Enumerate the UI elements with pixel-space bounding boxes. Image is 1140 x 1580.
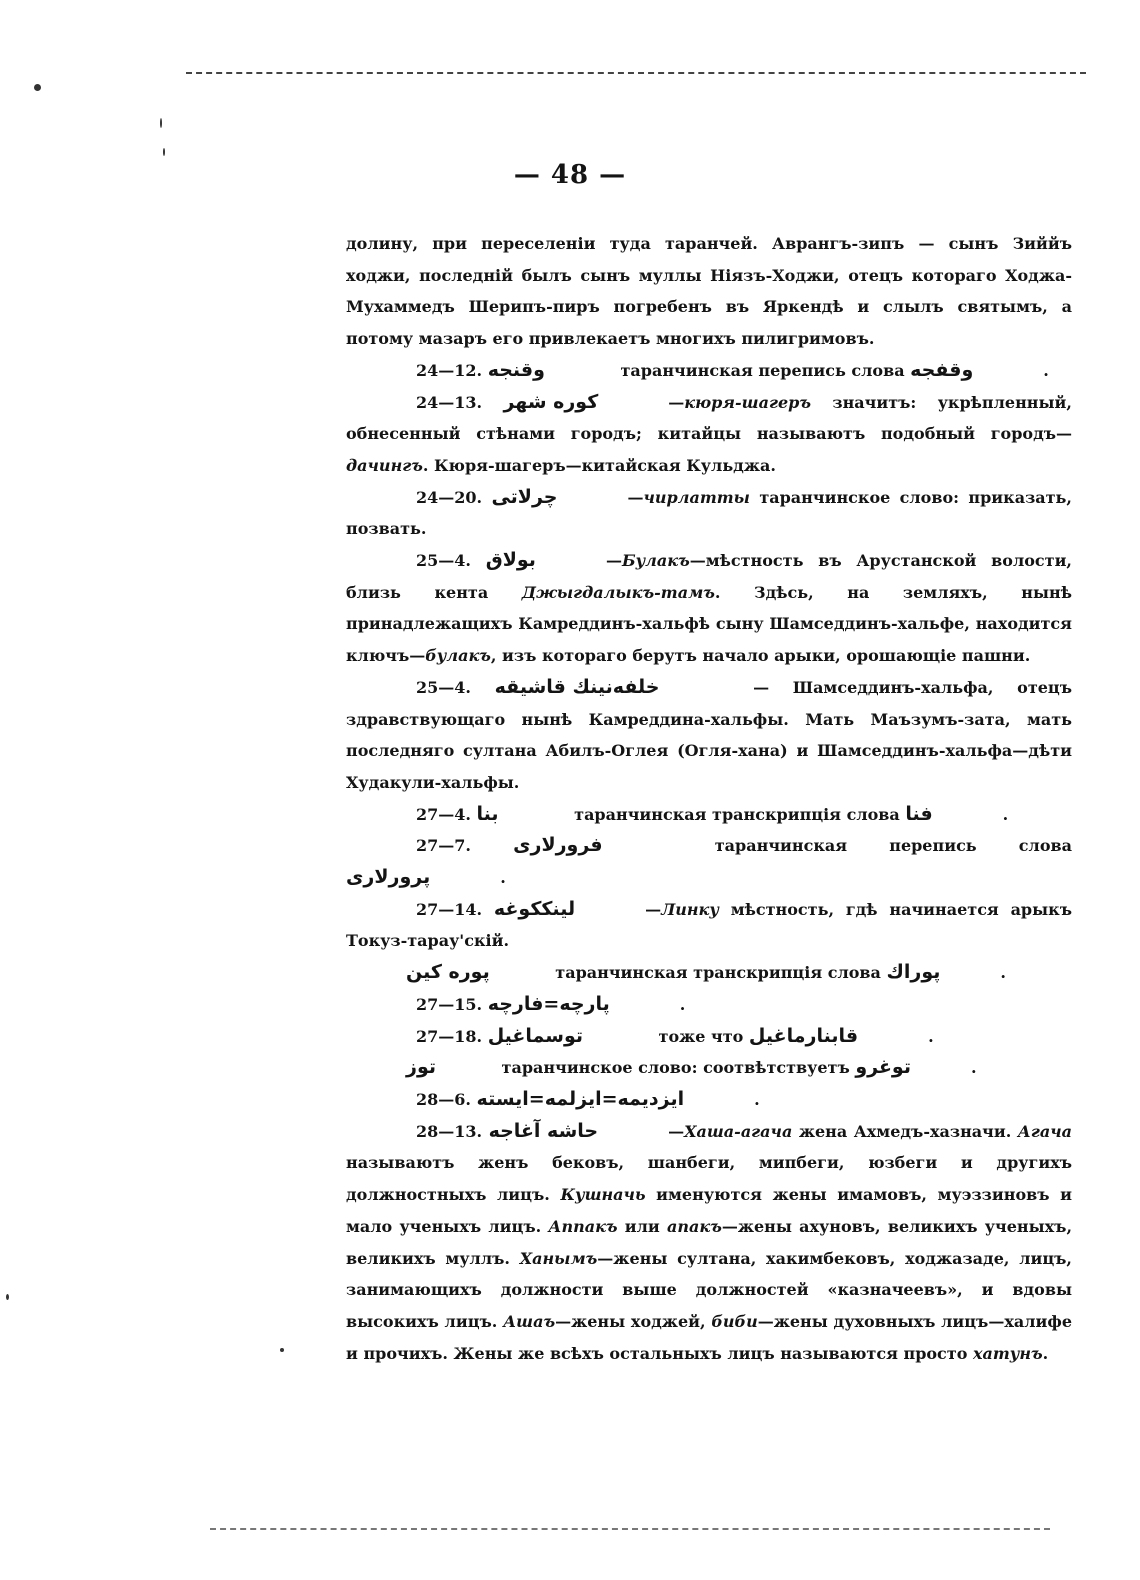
note-text: таранчинская перепись слова bbox=[672, 836, 1072, 856]
note-27-14 bbox=[346, 894, 1072, 957]
note-text: —жены ахуновъ, великихъ ученыхъ, великихъ муллъ. bbox=[346, 1216, 1073, 1268]
italic-term: биби bbox=[711, 1311, 758, 1331]
note-text: —жены султана, хакимбековъ, ходжазаде, лицъ, занимающихъ должности выше должностей «казначеевъ», и вдовы высокихъ лицъ. bbox=[346, 1248, 1073, 1331]
arabic-term: چرلاتى bbox=[491, 485, 558, 508]
italic-term: булакъ bbox=[425, 646, 491, 666]
italic-term: Ханымъ bbox=[519, 1248, 598, 1268]
italic-term: Хаша-агача bbox=[684, 1121, 793, 1141]
note-27-4 bbox=[346, 799, 1072, 831]
arabic-term: حاشه آغاجه bbox=[488, 1119, 599, 1142]
arabic-term: بولاق bbox=[485, 549, 536, 572]
note-25-4-a bbox=[346, 545, 1072, 672]
note-ref: 27—7. bbox=[416, 836, 471, 856]
note-ref: 28—6. bbox=[416, 1089, 471, 1109]
note-text: —жены духовныхъ лицъ—халифе и прочихъ. Жены же всѣхъ остальныхъ лицъ называются просто bbox=[346, 1311, 1072, 1363]
note-24-20 bbox=[346, 482, 1072, 545]
italic-term: Булакъ bbox=[621, 551, 690, 571]
note-text: именуются жены имамовъ, муэззиновъ и мало ученыхъ лицъ. bbox=[346, 1185, 1073, 1236]
note-ref: 25—4. bbox=[416, 551, 471, 571]
italic-term: Линку bbox=[661, 899, 719, 919]
italic-term: апакъ bbox=[667, 1216, 722, 1236]
arabic-term: قابنارماغیل bbox=[748, 1024, 859, 1047]
arabic-term: توغرو bbox=[855, 1056, 911, 1079]
note-ref: 27—15. bbox=[416, 994, 483, 1014]
italic-term: Кушначь bbox=[560, 1185, 646, 1205]
bottom-rule bbox=[210, 1528, 1050, 1530]
arabic-term: لینککوغه bbox=[493, 897, 576, 920]
note-punct: . bbox=[500, 868, 506, 888]
note-punct: . bbox=[1000, 963, 1006, 983]
scan-speck bbox=[160, 118, 162, 128]
note-punct: . bbox=[970, 1058, 977, 1078]
note-27-7 bbox=[346, 830, 1072, 893]
note-text: — bbox=[668, 1121, 685, 1141]
note-text: , изъ котораго берутъ начало арыки, орошающіе пашни. bbox=[490, 646, 1031, 666]
note-ref: 24—20. bbox=[416, 487, 483, 507]
arabic-term: خلفه‌نینك قاشیقه bbox=[494, 675, 660, 698]
italic-term: кюря-шагеръ bbox=[684, 392, 811, 412]
note-text: или bbox=[617, 1216, 667, 1236]
note-punct: . bbox=[928, 1026, 934, 1046]
misc-line-4 bbox=[346, 1052, 1072, 1084]
note-punct: . bbox=[754, 1089, 760, 1109]
note-text: таранчинское слово: соотвѣтствуетъ bbox=[495, 1058, 856, 1078]
note-text: значитъ: укрѣпленный, обнесенный стѣнами городъ; китайцы называютъ подобный городъ— bbox=[346, 392, 1072, 444]
note-dash: — bbox=[605, 551, 622, 571]
note-dash: — bbox=[668, 392, 685, 412]
note-text: таранчинская перепись слова bbox=[614, 360, 911, 380]
note-text: тоже что bbox=[652, 1026, 749, 1046]
italic-term: дачингъ bbox=[346, 455, 423, 475]
misc-line-5 bbox=[346, 1084, 1072, 1116]
note-text: . bbox=[1042, 1343, 1049, 1363]
note-text: таранчинская транскрипція слова bbox=[549, 963, 887, 983]
arabic-term: پرورلارى bbox=[346, 866, 431, 889]
scan-speck bbox=[34, 84, 41, 91]
arabic-term: کوره شهر bbox=[503, 390, 599, 413]
arabic-term: پارچه=فارچه bbox=[487, 992, 610, 1015]
paragraph-1: долину, при переселеніи туда таранчей. Аврангъ-зипъ — сынъ Зиййъ ходжи, последній былъ сынъ муллы Ніязъ-Ходжи, отецъ котораго Ходжа-Мухаммедъ Шерипъ-пиръ погребенъ въ Яркендѣ и слылъ святымъ, а потому мазаръ его привлекаетъ многихъ пилигримовъ. bbox=[346, 234, 1072, 349]
note-text-segments bbox=[346, 1122, 1072, 1363]
note-text: мѣстность, гдѣ начинается арыкъ Токуз-тарау'скій. bbox=[346, 899, 1072, 951]
arabic-term: پوراك bbox=[886, 961, 941, 984]
note-dash: — bbox=[627, 487, 644, 507]
page-body bbox=[346, 228, 1072, 1369]
note-ref: 27—14. bbox=[416, 899, 483, 919]
italic-term: Аппакъ bbox=[548, 1216, 618, 1236]
note-text: таранчинская транскрипція слова bbox=[568, 804, 906, 824]
note-ref: 25—4. bbox=[416, 677, 471, 697]
note-ref: 28—13. bbox=[416, 1121, 483, 1141]
arabic-term: وقنجه bbox=[487, 358, 545, 381]
note-punct: . bbox=[679, 994, 686, 1014]
top-rule bbox=[186, 72, 1086, 74]
note-text: называютъ женъ бековъ, шанбеги, мипбеги, юзбеги и другихъ должностныхъ лицъ. bbox=[346, 1153, 1072, 1205]
scan-speck bbox=[163, 148, 165, 156]
note-punct: . bbox=[1043, 360, 1049, 380]
arabic-term: ایزدیمه=ایزلمه=ایسته bbox=[476, 1087, 685, 1110]
scan-speck bbox=[280, 1348, 284, 1352]
misc-line-2 bbox=[346, 989, 1072, 1021]
note-punct: . bbox=[1002, 804, 1009, 824]
note-ref: 27—4. bbox=[416, 804, 471, 824]
note-text: . Здѣсь, на земляхъ, нынѣ принадлежащихъ Камреддинъ-хальфѣ сыну Шамседдинъ-хальфе, находится ключъ— bbox=[346, 582, 1072, 666]
note-text: —мѣстность въ Арустанской волости, близь кента bbox=[346, 551, 1072, 602]
italic-term: Агача bbox=[1017, 1121, 1072, 1141]
note-text: таранчинское слово: приказать, позвать. bbox=[346, 487, 1072, 539]
note-text: — Шамседдинъ-хальфа, отецъ здравствующаго нынѣ Камреддина-хальфы. Мать Маъзумъ-зата, мать последняго султана Абилъ-Оглея (Огля-хана) и Шамседдинъ-хальфа—дѣти Худакули-хальфы. bbox=[346, 677, 1073, 792]
arabic-term: توز bbox=[406, 1056, 436, 1079]
page-number: — 48 — bbox=[513, 160, 627, 190]
note-24-12 bbox=[346, 355, 1072, 387]
arabic-term: فرورلارى bbox=[513, 834, 603, 857]
note-28-13 bbox=[346, 1116, 1072, 1370]
italic-term: хатунъ bbox=[972, 1343, 1043, 1363]
italic-term: Ашаъ bbox=[503, 1311, 556, 1331]
arabic-term: وقفجه bbox=[910, 358, 974, 381]
arabic-term: فنا bbox=[905, 802, 933, 825]
note-25-4-b bbox=[346, 672, 1072, 799]
misc-line-1 bbox=[346, 957, 1072, 989]
note-text: . Кюря-шагеръ—китайская Кульджа. bbox=[422, 455, 776, 475]
note-24-13 bbox=[346, 387, 1072, 482]
arabic-term: پوره کین bbox=[406, 961, 490, 984]
misc-line-3 bbox=[346, 1021, 1072, 1053]
note-ref: 27—18. bbox=[416, 1026, 483, 1046]
arabic-term: توسماغیل bbox=[487, 1024, 583, 1047]
scan-speck bbox=[6, 1294, 9, 1300]
italic-term: чирлатты bbox=[643, 487, 750, 507]
note-dash: — bbox=[645, 899, 662, 919]
note-text: жена Ахмедъ-хазначи. bbox=[792, 1121, 1018, 1141]
arabic-term: بنا bbox=[476, 802, 499, 825]
note-ref: 24—12. bbox=[416, 360, 483, 380]
italic-term: Джыгдалыкъ-тамъ bbox=[521, 582, 715, 602]
note-text: —жены ходжей, bbox=[555, 1311, 712, 1331]
note-ref: 24—13. bbox=[416, 392, 483, 412]
